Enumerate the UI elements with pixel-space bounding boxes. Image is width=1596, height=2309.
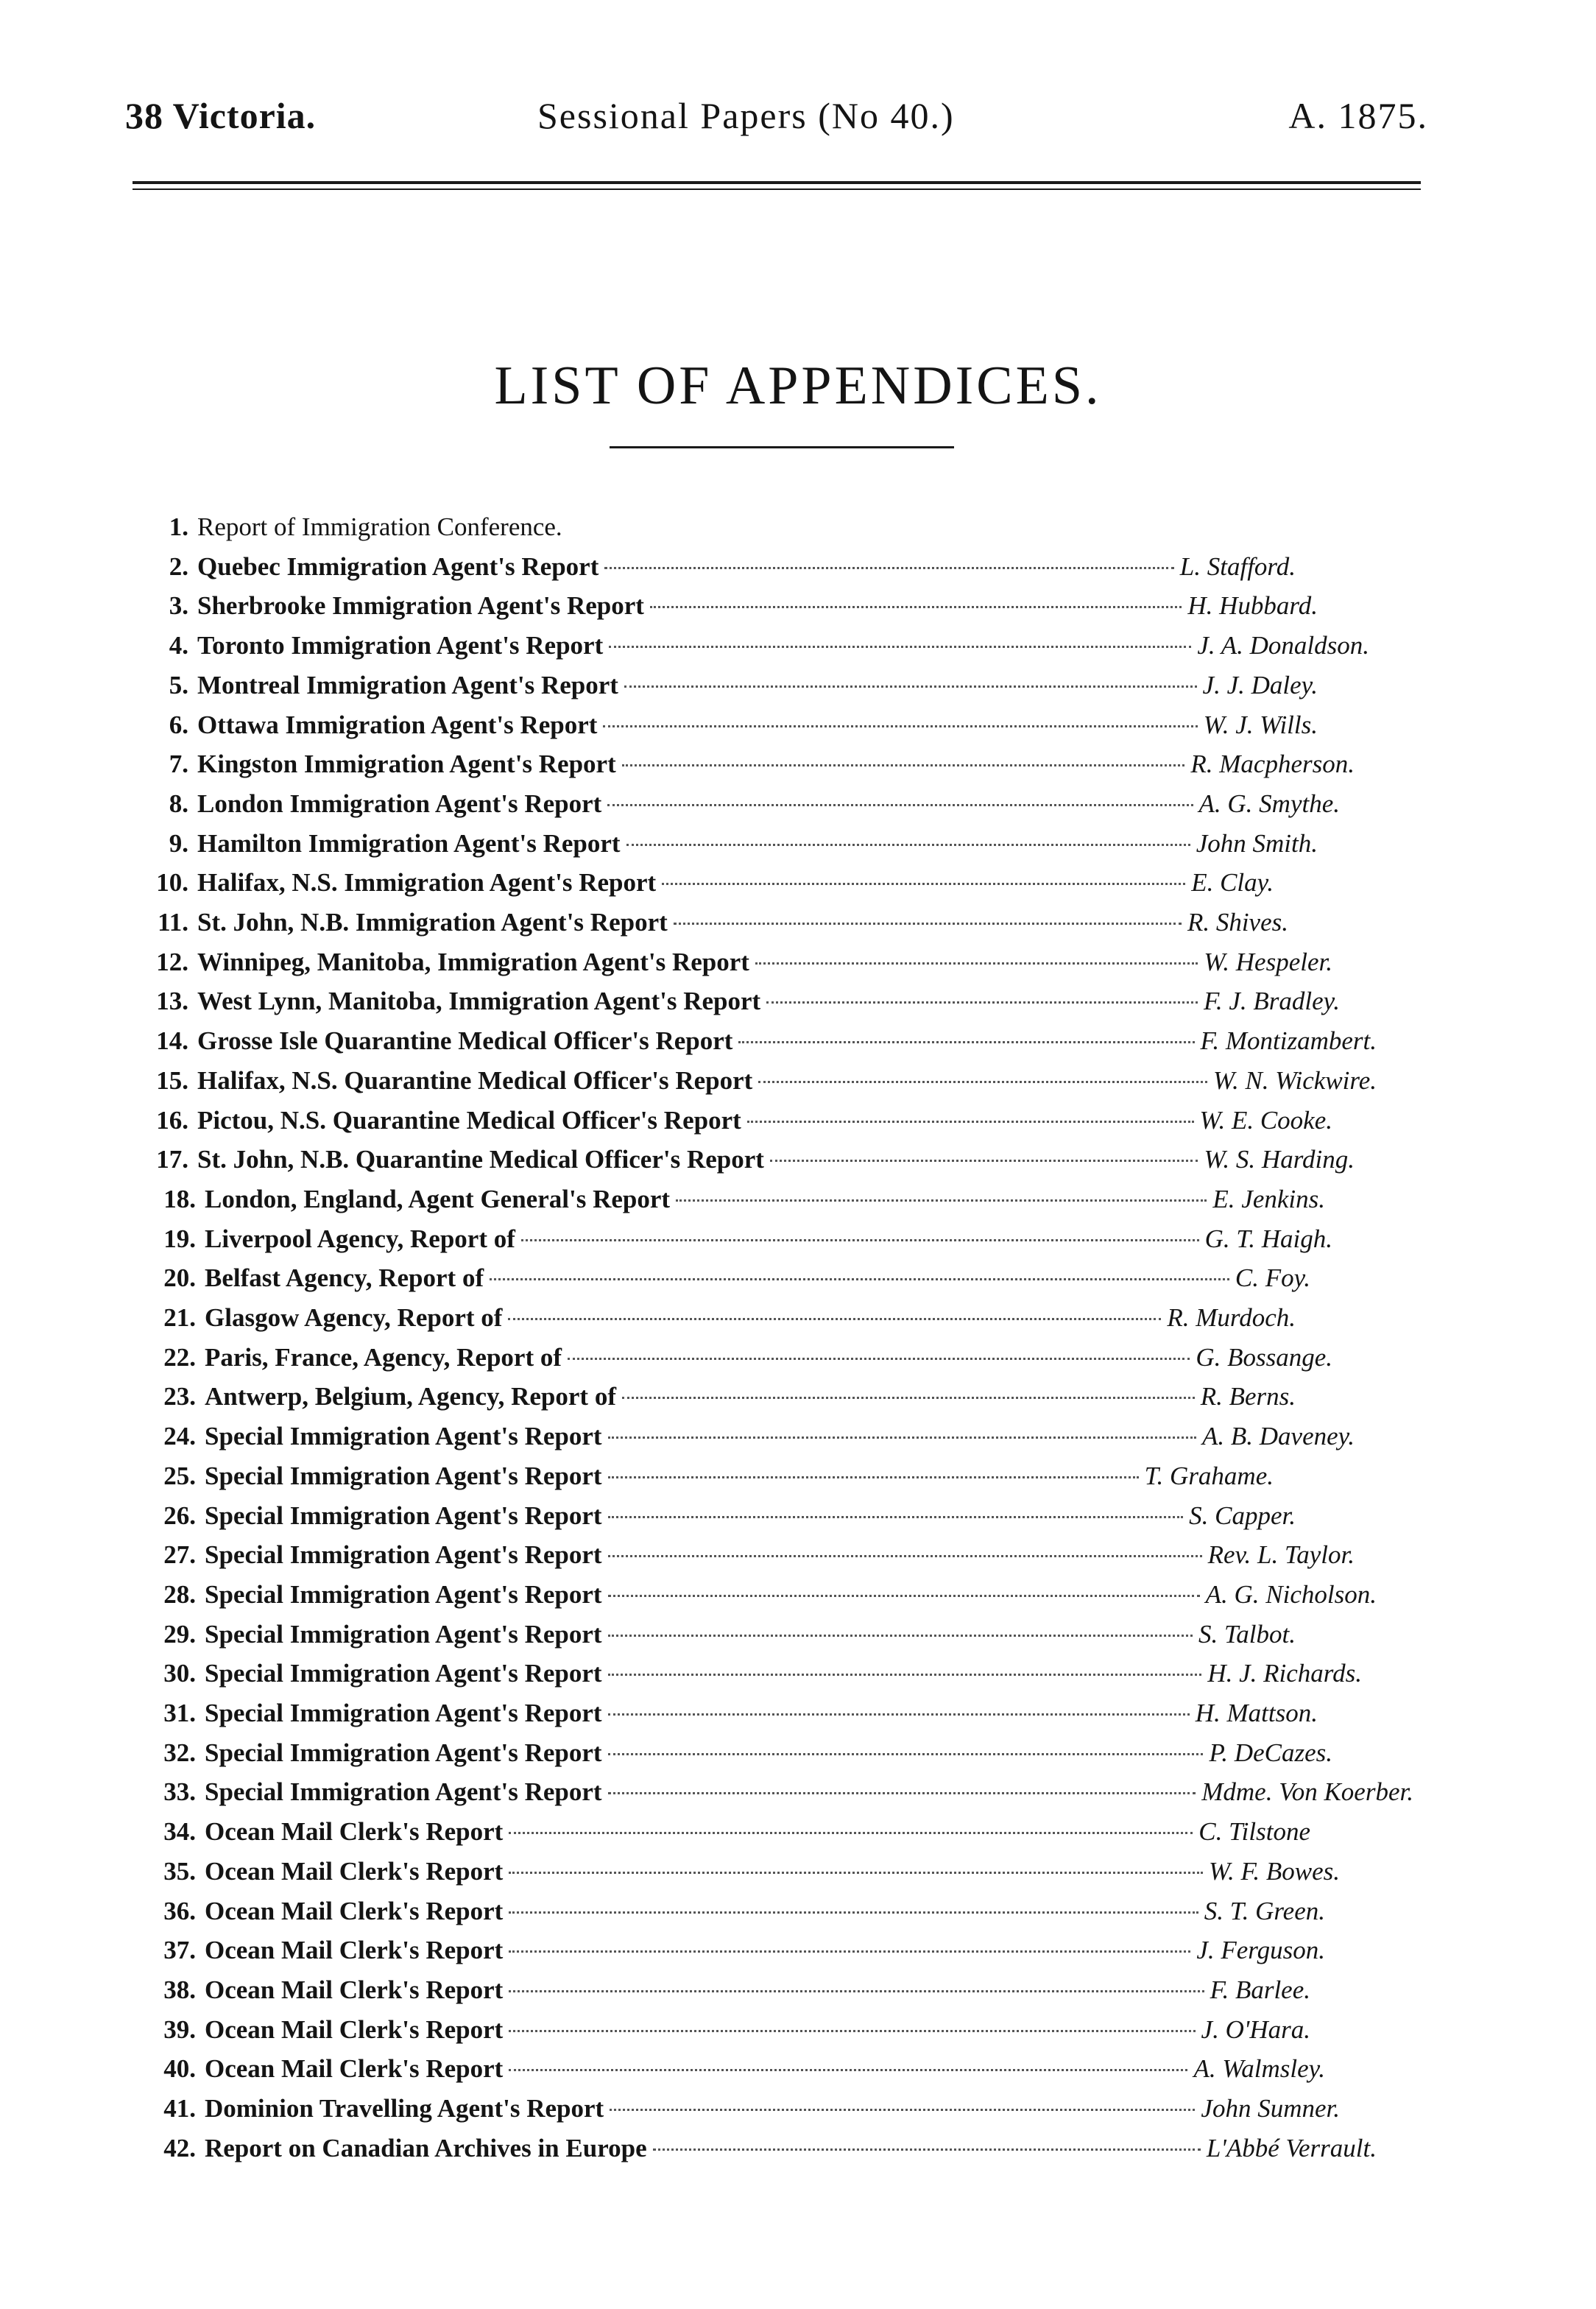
entry-title: Report of Immigration Conference.	[197, 512, 562, 541]
dot-leader	[509, 2069, 1187, 2071]
appendix-entry	[155, 1417, 1355, 1456]
dot-leader	[747, 1121, 1194, 1123]
appendix-entry	[147, 903, 1288, 942]
entry-author: R. Macpherson.	[1190, 750, 1355, 778]
dot-leader	[622, 764, 1185, 766]
appendix-entry	[155, 1457, 1274, 1495]
entry-number: 31.	[163, 1699, 196, 1727]
entry-title: Quebec Immigration Agent's Report	[197, 552, 599, 581]
title-rule	[610, 446, 954, 448]
entry-author: E. Clay.	[1191, 868, 1274, 897]
entry-number: 33.	[163, 1777, 196, 1806]
entry-title: Antwerp, Belgium, Agency, Report of	[205, 1382, 616, 1411]
entry-title: St. John, N.B. Immigration Agent's Report	[197, 908, 668, 937]
dot-leader	[738, 1041, 1194, 1043]
entry-title: Ocean Mail Clerk's Report	[205, 2015, 504, 2044]
appendix-entry	[147, 1141, 1355, 1179]
dot-leader	[662, 883, 1185, 885]
entry-author: H. J. Richards.	[1207, 1659, 1362, 1688]
appendix-entry	[155, 1576, 1377, 1614]
appendix-entry	[147, 548, 1296, 586]
entry-number: 2.	[169, 552, 188, 581]
entry-number: 1.	[169, 512, 188, 541]
appendix-entry	[155, 1299, 1296, 1337]
appendix-entry	[147, 1022, 1377, 1060]
entry-number: 4.	[169, 631, 188, 660]
entry-number: 12.	[156, 948, 188, 976]
entry-number: 14.	[156, 1026, 188, 1055]
dot-leader	[490, 1278, 1229, 1280]
entry-title: Special Immigration Agent's Report	[205, 1659, 602, 1688]
appendix-entry	[147, 627, 1369, 665]
dot-leader	[609, 646, 1191, 648]
entry-title: Liverpool Agency, Report of	[205, 1224, 515, 1253]
entry-title: Special Immigration Agent's Report	[205, 1462, 602, 1490]
entry-title: Special Immigration Agent's Report	[205, 1777, 602, 1806]
entry-number: 6.	[169, 711, 188, 739]
appendix-entry	[147, 825, 1318, 863]
dot-leader	[509, 1872, 1203, 1874]
entry-author: W. E. Cooke.	[1199, 1106, 1332, 1135]
appendix-entry	[155, 1615, 1296, 1654]
entry-number: 30.	[163, 1659, 196, 1688]
entry-title: Grosse Isle Quarantine Medical Officer's Report	[197, 1026, 733, 1055]
appendix-entry	[147, 785, 1340, 823]
dot-leader	[770, 1160, 1198, 1162]
entry-number: 19.	[163, 1224, 196, 1253]
appendix-entry	[147, 587, 1318, 625]
entry-title: Halifax, N.S. Quarantine Medical Officer's Report	[197, 1066, 753, 1095]
entry-title: London, England, Agent General's Report	[205, 1185, 671, 1213]
appendix-entry	[155, 1734, 1332, 1772]
appendix-entry	[155, 1853, 1340, 1891]
appendix-entry	[147, 864, 1274, 902]
entry-title: Paris, France, Agency, Report of	[205, 1343, 562, 1372]
entry-number: 21.	[163, 1303, 196, 1332]
appendix-entry	[155, 1892, 1325, 1931]
dot-leader	[508, 1318, 1161, 1320]
entry-title: Pictou, N.S. Quarantine Medical Officer's Report	[197, 1106, 741, 1135]
entry-number: 9.	[169, 829, 188, 858]
entry-number: 15.	[156, 1066, 188, 1095]
entry-author: S. Capper.	[1189, 1501, 1296, 1530]
running-head-right: A. 1875.	[1288, 95, 1428, 136]
entry-title: Special Immigration Agent's Report	[205, 1422, 602, 1450]
entry-author: C. Tilstone	[1198, 1817, 1310, 1846]
entry-author: W. F. Bowes.	[1209, 1857, 1340, 1886]
appendix-entry	[155, 1694, 1318, 1732]
appendix-entry	[147, 943, 1332, 981]
appendix-entry	[155, 2090, 1340, 2128]
entry-title: Dominion Travelling Agent's Report	[205, 2094, 604, 2123]
entry-author: R. Shives.	[1187, 908, 1288, 937]
entry-number: 37.	[163, 1936, 196, 1964]
dot-leader	[509, 2030, 1195, 2032]
appendix-entry	[155, 1536, 1355, 1574]
entry-number: 17.	[156, 1145, 188, 1174]
dot-leader	[608, 1792, 1196, 1794]
entry-title: Toronto Immigration Agent's Report	[197, 631, 604, 660]
entry-title: St. John, N.B. Quarantine Medical Officer's Report	[197, 1145, 764, 1174]
entry-author: J. Ferguson.	[1196, 1936, 1325, 1964]
entry-title: Ottawa Immigration Agent's Report	[197, 711, 598, 739]
entry-title: Halifax, N.S. Immigration Agent's Report	[197, 868, 657, 897]
appendix-entry	[155, 1339, 1332, 1377]
entry-number: 18.	[163, 1185, 196, 1213]
entry-title: Special Immigration Agent's Report	[205, 1620, 602, 1649]
entry-author: F. Montizambert.	[1200, 1026, 1377, 1055]
entry-title: Special Immigration Agent's Report	[205, 1699, 602, 1727]
dot-leader	[509, 1950, 1190, 1953]
entry-number: 40.	[163, 2054, 196, 2083]
header-rule-thick	[133, 181, 1421, 184]
entry-number: 25.	[163, 1462, 196, 1490]
entry-author: A. Walmsley.	[1193, 2054, 1325, 2083]
entry-number: 26.	[163, 1501, 196, 1530]
entry-number: 7.	[169, 750, 188, 778]
entry-title: Special Immigration Agent's Report	[205, 1738, 602, 1767]
entry-number: 32.	[163, 1738, 196, 1767]
entry-title: Ocean Mail Clerk's Report	[205, 1936, 504, 1964]
dot-leader	[603, 725, 1197, 727]
entry-author: C. Foy.	[1235, 1263, 1310, 1292]
entry-number: 42.	[163, 2134, 196, 2162]
entry-number: 22.	[163, 1343, 196, 1372]
entry-number: 39.	[163, 2015, 196, 2044]
dot-leader	[608, 1436, 1196, 1439]
appendix-entry	[147, 1101, 1332, 1140]
entry-author: A. G. Nicholson.	[1205, 1580, 1377, 1609]
entry-number: 34.	[163, 1817, 196, 1846]
appendix-entry	[155, 1813, 1310, 1851]
dot-leader	[650, 606, 1182, 608]
entry-number: 11.	[158, 908, 188, 937]
entry-author: W. S. Harding.	[1204, 1145, 1355, 1174]
entry-number: 27.	[163, 1540, 196, 1569]
appendix-entry	[155, 1931, 1325, 1970]
header-rule-thin	[133, 188, 1421, 190]
entry-author: G. T. Haigh.	[1204, 1224, 1332, 1253]
entry-author: T. Grahame.	[1144, 1462, 1274, 1490]
entry-title: Ocean Mail Clerk's Report	[205, 1897, 504, 1925]
dot-leader	[624, 685, 1197, 688]
appendix-entry	[147, 666, 1318, 705]
entry-author: L. Stafford.	[1179, 552, 1296, 581]
entry-author: H. Mattson.	[1195, 1699, 1318, 1727]
entry-title: Hamilton Immigration Agent's Report	[197, 829, 621, 858]
entry-author: E. Jenkins.	[1212, 1185, 1325, 1213]
dot-leader	[608, 1753, 1204, 1755]
entry-author: F. J. Bradley.	[1203, 987, 1340, 1015]
entry-number: 16.	[156, 1106, 188, 1135]
dot-leader	[766, 1001, 1198, 1004]
entry-author: J. O'Hara.	[1201, 2015, 1310, 2044]
dot-leader	[626, 844, 1190, 846]
entry-author: A. B. Daveney.	[1202, 1422, 1355, 1450]
entry-title: Montreal Immigration Agent's Report	[197, 671, 618, 699]
appendix-entry	[155, 1220, 1332, 1258]
dot-leader	[608, 1674, 1202, 1676]
entry-author: R. Murdoch.	[1167, 1303, 1296, 1332]
appendix-entry	[155, 1497, 1296, 1535]
entry-title: Special Immigration Agent's Report	[205, 1580, 602, 1609]
entry-title: Belfast Agency, Report of	[205, 1263, 484, 1292]
entry-number: 24.	[163, 1422, 196, 1450]
entry-author: S. Talbot.	[1198, 1620, 1296, 1649]
entry-number: 10.	[156, 868, 188, 897]
entry-number: 41.	[163, 2094, 196, 2123]
entry-number: 35.	[163, 1857, 196, 1886]
entry-title: London Immigration Agent's Report	[197, 789, 602, 818]
entry-title: Winnipeg, Manitoba, Immigration Agent's Report	[197, 948, 749, 976]
entry-author: R. Berns.	[1200, 1382, 1296, 1411]
entry-author: J. A. Donaldson.	[1197, 631, 1369, 660]
page-title: LIST OF APPENDICES.	[494, 355, 1102, 416]
dot-leader	[653, 2148, 1201, 2151]
appendix-entry	[155, 1378, 1296, 1416]
entry-title: Special Immigration Agent's Report	[205, 1540, 602, 1569]
entry-author: Rev. L. Taylor.	[1207, 1540, 1355, 1569]
appendix-entry	[147, 745, 1355, 783]
entry-author: John Smith.	[1196, 829, 1318, 858]
appendix-entry	[155, 1773, 1413, 1811]
appendix-entry	[147, 706, 1318, 744]
entry-title: Ocean Mail Clerk's Report	[205, 1857, 504, 1886]
running-head-center: Sessional Papers (No 40.)	[537, 95, 955, 136]
appendix-entry	[147, 982, 1340, 1020]
entry-title: Sherbrooke Immigration Agent's Report	[197, 591, 644, 620]
dot-leader	[608, 1555, 1202, 1557]
entry-number: 20.	[163, 1263, 196, 1292]
appendix-entry	[155, 2011, 1310, 2049]
entry-title: Ocean Mail Clerk's Report	[205, 2054, 504, 2083]
appendix-entry	[155, 2050, 1325, 2088]
dot-leader	[755, 962, 1198, 965]
entry-title: Special Immigration Agent's Report	[205, 1501, 602, 1530]
entry-title: Glasgow Agency, Report of	[205, 1303, 503, 1332]
entry-author: W. N. Wickwire.	[1213, 1066, 1377, 1095]
entry-author: Mdme. Von Koerber.	[1201, 1777, 1413, 1806]
entry-number: 13.	[156, 987, 188, 1015]
entry-number: 3.	[169, 591, 188, 620]
entry-number: 8.	[169, 789, 188, 818]
dot-leader	[604, 567, 1173, 569]
appendix-entry	[155, 1654, 1362, 1693]
dot-leader	[758, 1081, 1207, 1083]
dot-leader	[568, 1358, 1190, 1360]
dot-leader	[676, 1199, 1207, 1202]
entry-author: L'Abbé Verrault.	[1206, 2134, 1377, 2162]
dot-leader	[509, 1832, 1193, 1834]
entry-number: 29.	[163, 1620, 196, 1649]
entry-author: P. DeCazes.	[1209, 1738, 1332, 1767]
dot-leader	[674, 923, 1182, 925]
dot-leader	[608, 1516, 1184, 1518]
entry-author: G. Bossange.	[1196, 1343, 1332, 1372]
entry-author: F. Barlee.	[1210, 1975, 1310, 2004]
entry-author: W. Hespeler.	[1204, 948, 1332, 976]
entry-number: 23.	[163, 1382, 196, 1411]
entry-author: A. G. Smythe.	[1198, 789, 1340, 818]
entry-number: 36.	[163, 1897, 196, 1925]
entry-title: Report on Canadian Archives in Europe	[205, 2134, 647, 2162]
entry-author: W. J. Wills.	[1203, 711, 1318, 739]
appendix-entry	[155, 2129, 1377, 2168]
appendix-entry	[155, 1971, 1310, 2009]
entry-number: 5.	[169, 671, 188, 699]
appendix-entry	[147, 508, 562, 546]
entry-number: 38.	[163, 1975, 196, 2004]
entry-author: John Sumner.	[1201, 2094, 1340, 2123]
running-head	[125, 94, 1428, 161]
appendix-entry	[155, 1259, 1310, 1297]
entry-title: Kingston Immigration Agent's Report	[197, 750, 616, 778]
entry-number: 28.	[163, 1580, 196, 1609]
appendix-entry	[155, 1180, 1325, 1219]
dot-leader	[622, 1397, 1195, 1399]
dot-leader	[509, 1911, 1198, 1914]
entry-title: West Lynn, Manitoba, Immigration Agent's Report	[197, 987, 761, 1015]
dot-leader	[608, 1595, 1200, 1597]
dot-leader	[608, 1635, 1193, 1637]
running-head-left: 38 Victoria.	[125, 95, 317, 136]
entry-title: Ocean Mail Clerk's Report	[205, 1975, 504, 2004]
entry-author: J. J. Daley.	[1202, 671, 1318, 699]
dot-leader	[608, 1476, 1139, 1478]
entry-title: Ocean Mail Clerk's Report	[205, 1817, 504, 1846]
appendix-entry	[147, 1062, 1377, 1100]
dot-leader	[521, 1239, 1199, 1241]
entry-author: S. T. Green.	[1204, 1897, 1325, 1925]
dot-leader	[608, 1713, 1190, 1716]
dot-leader	[607, 804, 1193, 806]
dot-leader	[509, 1990, 1204, 1992]
entry-author: H. Hubbard.	[1187, 591, 1318, 620]
dot-leader	[610, 2109, 1195, 2111]
